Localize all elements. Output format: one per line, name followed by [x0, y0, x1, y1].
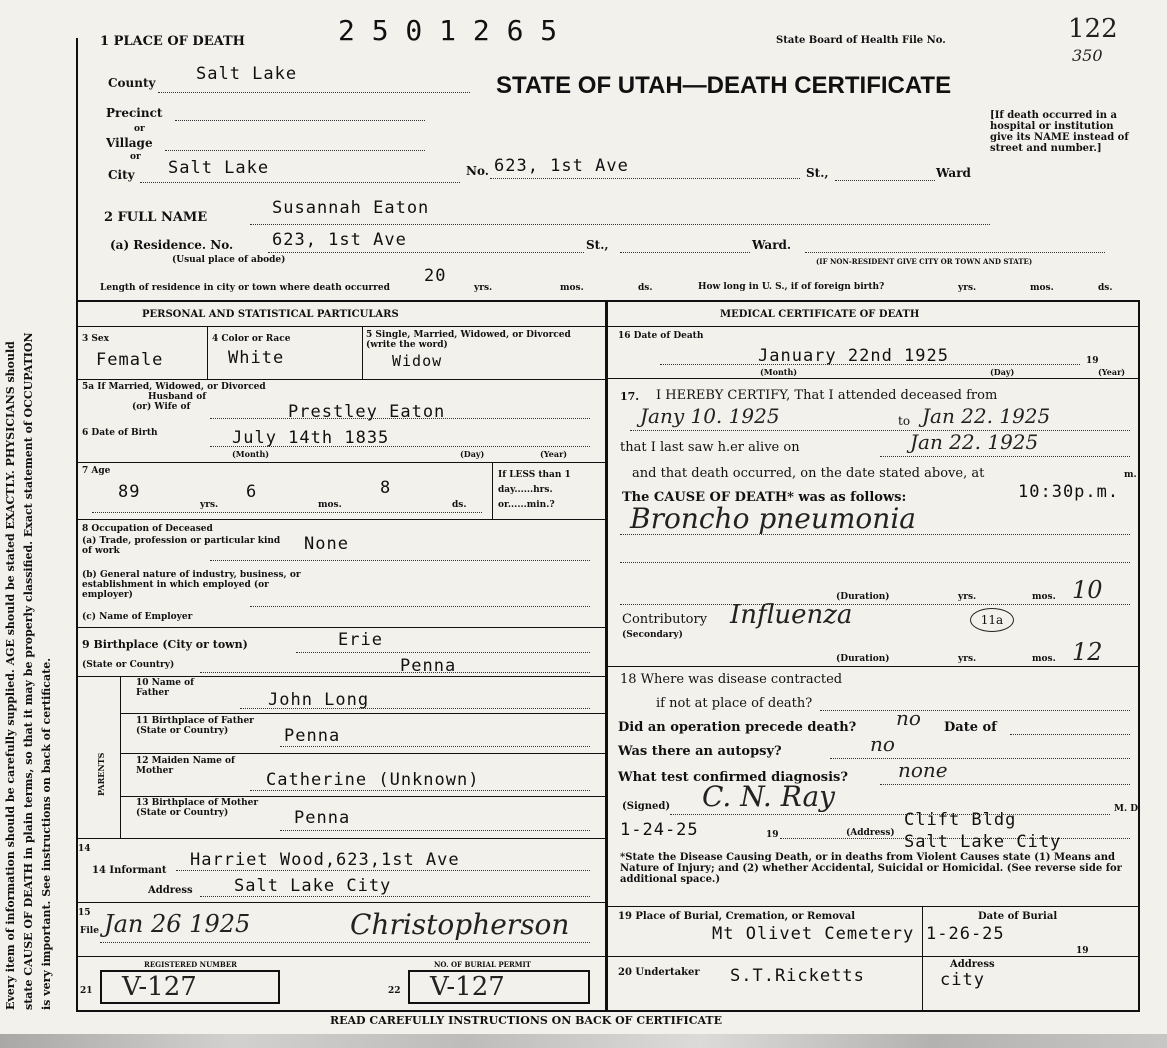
parents-label: PARENTS — [96, 752, 106, 796]
last-saw-label: that I last saw h.er alive on — [620, 440, 800, 455]
or-2: or — [130, 152, 141, 162]
duration-yrs-1: yrs. — [958, 592, 977, 602]
dob-value: July 14th 1835 — [232, 428, 390, 448]
informant-num: 14 — [78, 844, 91, 854]
burial-date-label: Date of Burial — [978, 911, 1058, 922]
duration-2: 12 — [1072, 638, 1103, 666]
mother-birthplace: Penna — [294, 808, 351, 828]
occupation-value: None — [304, 534, 349, 554]
burial-permit: V-127 — [430, 972, 505, 1002]
father-birthplace-label: 11 Birthplace of Father (State or Country) — [136, 716, 254, 736]
informant-label: 14 Informant — [92, 865, 167, 876]
duration-mos-2: mos. — [1032, 654, 1056, 664]
test-label: What test confirmed diagnosis? — [618, 770, 848, 785]
residence-label: (a) Residence. No. — [110, 238, 234, 252]
birthplace-label: 9 Birthplace (City or town) — [82, 638, 248, 651]
certify-num: 17. — [620, 390, 640, 403]
undertaker-label: 20 Undertaker — [618, 967, 700, 978]
mother-birthplace-label: 13 Birthplace of Mother (State or Country) — [136, 798, 259, 818]
mother-label: 12 Maiden Name of Mother — [136, 756, 235, 776]
autopsy-label: Was there an autopsy? — [618, 744, 782, 759]
how-long-label: How long in U. S., if of foreign birth? — [698, 282, 885, 292]
margin-note-c: is very important. See instructions on back of certificate. — [40, 657, 53, 1010]
birthplace-state: Penna — [400, 656, 457, 676]
dob-year-label: (Year) — [540, 449, 568, 459]
margin-note-b: state CAUSE OF DEATH in plain terms, so that it may be properly classified. Exact statement of OCCUPATION — [22, 332, 35, 1010]
undertaker-address-label: Address — [950, 959, 995, 970]
burial-permit-label: NO. OF BURIAL PERMIT — [434, 960, 532, 969]
county-label: County — [108, 76, 156, 90]
undertaker-address: city — [940, 970, 985, 990]
date-of-label: Date of — [944, 720, 997, 735]
age-mos-label: mos. — [318, 500, 342, 510]
mother-value: Catherine (Unknown) — [266, 770, 480, 790]
certify-text: I HEREBY CERTIFY, That I attended deceased from — [656, 388, 998, 403]
father-value: John Long — [268, 690, 370, 710]
age-yrs-label: yrs. — [200, 500, 219, 510]
nonresident-label: (IF NON-RESIDENT GIVE CITY OR TOWN AND STATE) — [816, 257, 1033, 266]
length-ds: ds. — [638, 283, 653, 293]
howlong-mos: mos. — [1030, 283, 1054, 293]
permit-num-22: 22 — [388, 986, 401, 996]
certificate-title: STATE OF UTAH—DEATH CERTIFICATE — [496, 72, 952, 99]
occupation-a-label: (a) Trade, profession or particular kind of work — [82, 536, 281, 556]
burial-permit-box — [408, 970, 590, 1004]
dob-label: 6 Date of Birth — [82, 428, 158, 438]
m-dot: m. — [1124, 470, 1137, 480]
dob-month-label: (Month) — [232, 449, 270, 459]
howlong-ds: ds. — [1098, 283, 1113, 293]
length-label: Length of residence in city or town where death occurred — [100, 283, 390, 293]
city-label: City — [108, 168, 135, 182]
spouse-value: Prestley Eaton — [288, 402, 446, 422]
burial-date: 1-26-25 — [926, 924, 1005, 944]
sex-label: 3 Sex — [82, 334, 109, 344]
burial-place: Mt Olivet Cemetery — [712, 924, 915, 944]
physician-address-2: Salt Lake City — [904, 832, 1062, 852]
death-year-dots: 19 — [1086, 356, 1099, 366]
occupation-b-label: (b) General nature of industry, business, or establishment in which employed (or employer) — [82, 570, 301, 600]
residence-st-label: St., — [586, 238, 609, 252]
cause-of-death: Broncho pneumonia — [630, 502, 916, 535]
burial-label: 19 Place of Burial, Cremation, or Removal — [618, 911, 856, 922]
father-birthplace: Penna — [284, 726, 341, 746]
place-of-death-label: 1 PLACE OF DEATH — [100, 34, 245, 49]
attended-from: Jany 10. 1925 — [640, 404, 780, 428]
duration-yrs-2: yrs. — [958, 654, 977, 664]
full-name-value: Susannah Eaton — [272, 198, 430, 218]
registered-number: V-127 — [122, 972, 197, 1002]
secondary-label: (Secondary) — [622, 630, 683, 640]
race-label: 4 Color or Race — [212, 334, 291, 344]
filed-label: File — [80, 926, 99, 936]
length-mos: mos. — [560, 283, 584, 293]
undertaker-value: S.T.Ricketts — [730, 966, 865, 986]
filed-date: Jan 26 1925 — [104, 910, 251, 938]
residence-value: 623, 1st Ave — [272, 230, 407, 250]
operation-label: Did an operation precede death? — [618, 720, 857, 735]
marital-value: Widow — [392, 352, 443, 370]
duration-1: 10 — [1072, 576, 1103, 604]
spouse-label-c: (or) Wife of — [132, 402, 191, 412]
occupation-label: 8 Occupation of Deceased — [82, 524, 213, 534]
medical-heading: MEDICAL CERTIFICATE OF DEATH — [720, 309, 920, 320]
residence-ward-label: Ward. — [752, 238, 792, 252]
occurred-label: and that death occurred, on the date stated above, at — [632, 466, 985, 481]
operation-value: no — [896, 706, 921, 730]
signed-date: 1-24-25 — [620, 820, 699, 840]
physician-address-1: Clift Bldg — [904, 810, 1017, 830]
age-label: 7 Age — [82, 466, 111, 476]
village-label: Village — [106, 136, 153, 150]
signed-year-dots: 19 — [766, 830, 779, 840]
signed-address-label: (Address) — [846, 828, 895, 838]
contributory-label: Contributory — [622, 612, 708, 627]
st-label: St., — [806, 166, 829, 180]
attended-to: Jan 22. 1925 — [922, 404, 1051, 428]
last-saw-date: Jan 22. 1925 — [910, 430, 1039, 454]
reg-num-21: 21 — [80, 986, 93, 996]
where-contracted-label: 18 Where was disease contracted — [620, 672, 843, 687]
father-label: 10 Name of Father — [136, 678, 194, 698]
usual-abode-label: (Usual place of abode) — [172, 255, 286, 265]
test-value: none — [898, 758, 948, 782]
howlong-yrs: yrs. — [958, 283, 977, 293]
to-label: to — [898, 414, 911, 428]
physician-signature: C. N. Ray — [702, 780, 835, 813]
contributory-code: 11a — [970, 608, 1014, 632]
sex-value: Female — [96, 350, 164, 370]
registrar-signature: Christopherson — [350, 908, 570, 941]
spouse-label-a: 5a If Married, Widowed, or Divorced — [82, 382, 266, 392]
certificate-number: 2 5 0 1 2 6 5 — [338, 14, 558, 47]
cause-footnote: *State the Disease Causing Death, or in deaths from Violent Causes state (1) Means and Nature of Injury; and (2) whether Accidental, Suicidal or Homicidal. (See reverse side for additional space.) — [620, 852, 1122, 885]
duration-label-2: (Duration) — [836, 654, 890, 664]
informant-address: Salt Lake City — [234, 876, 392, 896]
margin-note-a: Every item of information should be carefully supplied. AGE should be stated EXACTLY. PHYSICIANS should — [4, 341, 17, 1010]
file-no: 122 — [1068, 14, 1118, 44]
autopsy-value: no — [870, 732, 895, 756]
birthplace-state-label: (State or Country) — [82, 660, 175, 670]
md-label: M. D. — [1114, 804, 1141, 814]
personal-heading: PERSONAL AND STATISTICAL PARTICULARS — [142, 309, 399, 320]
death-month-label: (Month) — [760, 367, 798, 377]
street-no-label: No. — [466, 164, 489, 178]
cause-label: The CAUSE OF DEATH* was as follows: — [622, 490, 907, 505]
contributory-cause: Influenza — [730, 600, 853, 630]
filed-num: 15 — [78, 908, 91, 918]
registered-number-label: REGISTERED NUMBER — [144, 960, 237, 969]
birthplace-city: Erie — [338, 630, 383, 650]
employer-label: (c) Name of Employer — [82, 612, 193, 622]
informant-address-label: Address — [148, 885, 193, 896]
race-value: White — [228, 348, 285, 368]
county-value: Salt Lake — [196, 64, 298, 84]
burial-year-dots: 19 — [1076, 946, 1089, 956]
age-ds-label: ds. — [452, 500, 467, 510]
full-name-label: 2 FULL NAME — [104, 210, 208, 225]
signed-label: (Signed) — [622, 801, 671, 812]
street-no-value: 623, 1st Ave — [494, 156, 629, 176]
ward-label: Ward — [936, 166, 971, 180]
file-no-label: State Board of Health File No. — [776, 35, 946, 46]
file-no-alt: 350 — [1072, 46, 1103, 65]
marital-label: 5 Single, Married, Widowed, or Divorced (write the word) — [366, 330, 571, 350]
less-than-label: If LESS than 1 day......hrs. or......min.? — [498, 470, 571, 510]
time-of-death: 10:30p.m. — [1018, 482, 1120, 502]
city-value: Salt Lake — [168, 158, 270, 178]
informant-value: Harriet Wood,623,1st Ave — [190, 850, 460, 870]
age-years: 89 — [118, 482, 141, 502]
footer-instructions: READ CAREFULLY INSTRUCTIONS ON BACK OF CERTIFICATE — [330, 1014, 722, 1027]
age-days: 8 — [380, 478, 392, 498]
duration-mos-1: mos. — [1032, 592, 1056, 602]
death-year-label: (Year) — [1098, 367, 1126, 377]
registered-number-box — [100, 970, 280, 1004]
hospital-note: [If death occurred in a hospital or institution give its NAME instead of street and number.] — [990, 110, 1129, 154]
death-day-label: (Day) — [990, 367, 1015, 377]
duration-label-1: (Duration) — [836, 592, 890, 602]
age-months: 6 — [246, 482, 258, 502]
or-1: or — [134, 124, 145, 134]
precinct-label: Precinct — [106, 106, 163, 120]
length-value: 20 — [424, 266, 447, 286]
spouse-label-b: Husband of — [148, 392, 207, 402]
date-of-death-label: 16 Date of Death — [618, 331, 704, 341]
where-contracted-sub: if not at place of death? — [656, 696, 813, 711]
date-of-death: January 22nd 1925 — [758, 346, 949, 366]
dob-day-label: (Day) — [460, 449, 485, 459]
length-yrs: yrs. — [474, 283, 493, 293]
